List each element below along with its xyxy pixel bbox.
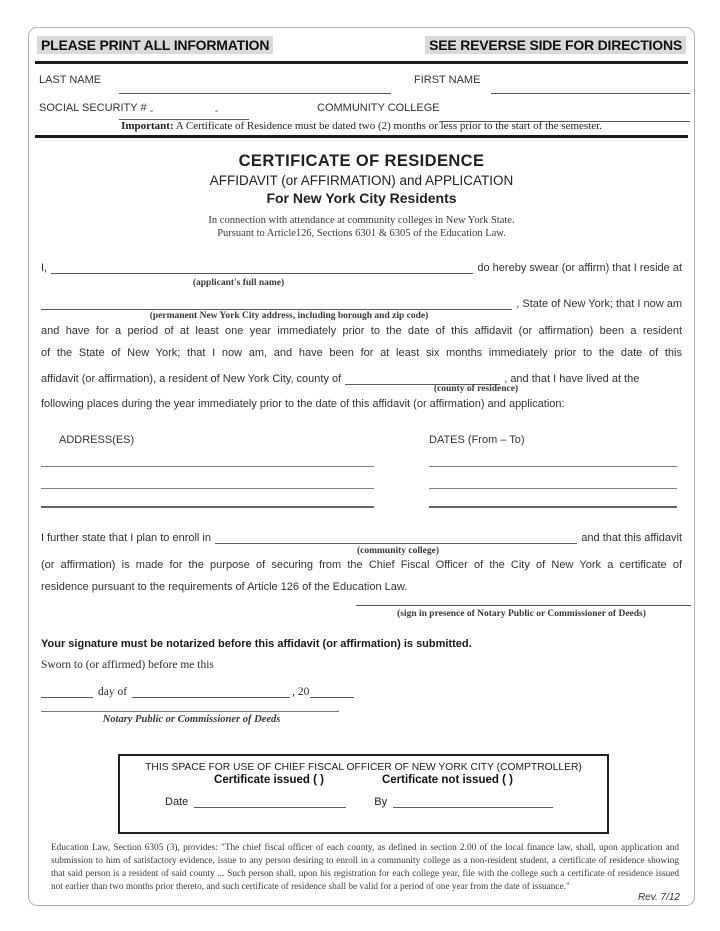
- signature-caption: (sign in presence of Notary Public or Commissioner of Deeds): [397, 609, 646, 619]
- applicant-name-caption: (applicant's full name): [192, 278, 285, 288]
- swear-line: [41, 258, 682, 274]
- enroll-suffix: and that this affidavit: [581, 532, 682, 544]
- top-divider: [35, 61, 688, 64]
- ssn-row: [39, 98, 690, 122]
- ssn-field[interactable]: [119, 106, 249, 120]
- first-name-label: FIRST NAME: [414, 74, 481, 86]
- important-label: Important:: [121, 120, 174, 132]
- form-context-line2: Pursuant to Article126, Sections 6301 & 6305 of the Education Law.: [217, 228, 506, 239]
- form-title: CERTIFICATE OF RESIDENCE: [238, 152, 485, 170]
- purpose-paragraph-1: (or affirmation) is made for the purpose of securing from the Chief Fiscal Officer of the City of New York a certificate of: [41, 559, 682, 571]
- address-row-2-field[interactable]: [41, 488, 374, 489]
- county-field[interactable]: [345, 371, 500, 385]
- sworn-before-text: Sworn to (or affirmed) before me this: [41, 659, 214, 671]
- address-row-3-field[interactable]: [41, 506, 374, 508]
- important-note: [29, 120, 694, 132]
- year-prefix: , 20: [292, 686, 310, 698]
- community-college-caption: (community college): [356, 546, 440, 556]
- enroll-line: [41, 528, 682, 544]
- by-label: By: [374, 796, 388, 808]
- enroll-prefix: I further state that I plan to enroll in: [41, 532, 211, 544]
- reverse-side-directions-heading: SEE REVERSE SIDE FOR DIRECTIONS: [425, 36, 686, 54]
- ssn-dash: -: [214, 106, 219, 117]
- issued-by-field[interactable]: [393, 794, 553, 808]
- swear-suffix: do hereby swear (or affirm) that I reside at: [477, 262, 682, 274]
- date-label: Date: [165, 796, 189, 808]
- notary-signature-field[interactable]: [41, 704, 339, 712]
- name-row: [39, 72, 690, 94]
- college-enroll-field[interactable]: [215, 530, 577, 544]
- dates-row-1-field[interactable]: [429, 466, 677, 467]
- education-law-footnote: Education Law, Section 6305 (3), provides: "The chief fiscal officer of each county, as defined in section 2.00 of the local finance law, shall, upon application and submission to him of satisfactory evidence, issue to any person desiring to enroll in a community college as a non-resident student, a certificate of residence showing that said person is a resident of said county ... Such person shall, upon his registration for each college year, file with the college such a certificate of residence issued not earlier than two months prior thereto, and such certificate of residence shall be valid for a period of one year from the date of issuance.": [51, 843, 679, 892]
- addresses-column-header: ADDRESS(ES): [59, 434, 135, 446]
- day-field[interactable]: [41, 684, 93, 698]
- notary-caption: Notary Public or Commissioner of Deeds: [102, 714, 281, 725]
- last-name-label: LAST NAME: [39, 74, 102, 86]
- title-block: [29, 152, 694, 240]
- certificate-issued-checkbox[interactable]: Certificate issued ( ): [214, 774, 324, 786]
- certificate-not-issued-checkbox[interactable]: Certificate not issued ( ): [381, 774, 513, 786]
- revision-label: Rev. 7/12: [637, 892, 680, 903]
- day-of-label: day of: [98, 686, 128, 698]
- important-text: A Certificate of Residence must be dated two (2) months or less prior to the start of the semester.: [173, 120, 602, 132]
- swear-prefix: I,: [41, 262, 48, 274]
- affidavit-paragraph-4: following places during the year immediately prior to the date of this affidavit (or affirmation) and application:: [41, 398, 565, 410]
- year-field[interactable]: [310, 684, 354, 698]
- sworn-date-line: [41, 680, 359, 698]
- community-college-label: COMMUNITY COLLEGE: [317, 102, 440, 114]
- county-caption: (county of residence): [433, 384, 519, 394]
- header-divider: [35, 135, 688, 138]
- address-row-1-field[interactable]: [41, 466, 374, 467]
- date-issued-field[interactable]: [194, 794, 346, 808]
- signature-field[interactable]: [356, 598, 691, 606]
- address-line: [41, 294, 682, 310]
- form-subtitle: AFFIDAVIT (or AFFIRMATION) and APPLICATION: [209, 173, 514, 188]
- notarize-warning: Your signature must be notarized before this affidavit (or affirmation) is submitted.: [41, 638, 472, 650]
- affidavit-paragraph-2: of the State of New York; that I now am, and have been for at least six months immediately prior to the date of this: [41, 347, 682, 359]
- dates-row-2-field[interactable]: [429, 488, 677, 489]
- first-name-field[interactable]: [491, 80, 690, 94]
- ssn-dash: -: [149, 106, 154, 117]
- dates-row-3-field[interactable]: [429, 506, 677, 508]
- form-context-line1: In connection with attendance at community colleges in New York State.: [208, 215, 515, 226]
- applicant-name-field[interactable]: [51, 260, 473, 274]
- county-prefix: affidavit (or affirmation), a resident of New York City, county of: [41, 373, 342, 385]
- address-caption: (permanent New York City address, including borough and zip code): [149, 311, 429, 321]
- dates-column-header: DATES (From – To): [429, 434, 525, 446]
- print-all-information-heading: PLEASE PRINT ALL INFORMATION: [37, 36, 273, 54]
- form-sheet: [28, 27, 695, 906]
- county-line: [41, 369, 682, 385]
- comptroller-box-title: THIS SPACE FOR USE OF CHIEF FISCAL OFFICER OF NEW YORK CITY (COMPTROLLER): [145, 762, 582, 773]
- header-row: [37, 36, 686, 54]
- residence-address-field[interactable]: [41, 296, 512, 310]
- form-audience: For New York City Residents: [266, 190, 457, 206]
- county-suffix: , and that I have lived at the: [504, 373, 640, 385]
- last-name-field[interactable]: [119, 80, 391, 94]
- address-suffix: , State of New York; that I now am: [516, 298, 682, 310]
- purpose-paragraph-2: residence pursuant to the requirements of Article 126 of the Education Law.: [41, 581, 408, 593]
- ssn-label: SOCIAL SECURITY #: [39, 102, 147, 114]
- comptroller-box: [118, 754, 609, 834]
- affidavit-paragraph-1: and have for a period of at least one year immediately prior to the date of this affidavit (or affirmation) been a resident: [41, 325, 682, 337]
- month-field[interactable]: [132, 684, 290, 698]
